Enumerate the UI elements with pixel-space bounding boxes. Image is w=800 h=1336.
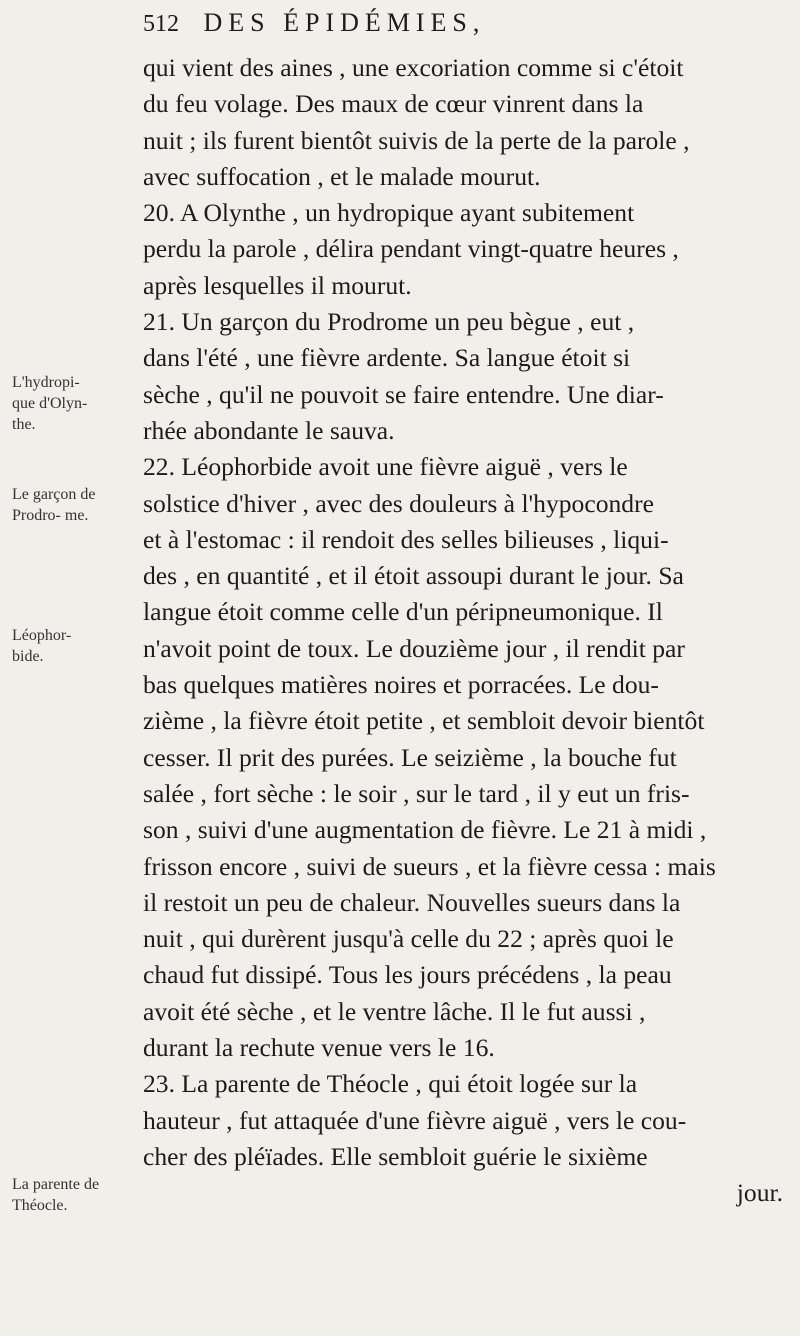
margin-note-leophorbide: Léophor- bide. xyxy=(12,627,72,665)
text-line: frisson encore , suivi de sueurs , et la fièvre cessa : mais xyxy=(143,851,716,881)
text-line: qui vient des aines , une excoriation comme si c'étoit xyxy=(143,53,684,82)
text-line: du feu volage. Des maux de cœur vinrent dans la xyxy=(143,89,644,119)
text-line: nuit ; ils furent bientôt suivis de la perte de la parole , xyxy=(143,125,690,155)
text-line: chaud fut dissipé. Tous les jours précédens , la peau xyxy=(143,960,672,990)
text-line: nuit , qui durèrent jusqu'à celle du 22 ; après quoi le xyxy=(143,924,674,954)
text-line: sèche , qu'il ne pouvoit se faire entendre. Une diar- xyxy=(143,379,664,409)
text-line: 20. A Olynthe , un hydropique ayant subitement xyxy=(143,198,635,228)
margin-note-hydropique: L'hydropi- que d'Olyn- the. xyxy=(12,374,88,433)
text-line: n'avoit point de toux. Le douzième jour , il rendit par xyxy=(143,633,685,663)
text-line: 23. La parente de Théocle , qui étoit logée sur la xyxy=(143,1069,638,1099)
text-line: salée , fort sèche : le soir , sur le tard , il y eut un fris- xyxy=(143,778,690,808)
margin-note-garcon: Le garçon de Prodro- me. xyxy=(12,486,96,524)
text-line: avec suffocation , et le malade mourut. xyxy=(143,161,541,191)
text-line: zième , la fièvre étoit petite , et sembloit devoir bientôt xyxy=(143,706,705,736)
text-line: rhée abondante le sauva. xyxy=(143,415,395,445)
margin-note-parente: La parente de Théocle. xyxy=(12,1176,100,1214)
text-line: langue étoit comme celle d'un péripneumonique. Il xyxy=(143,597,663,627)
page-number: 512 xyxy=(143,11,179,37)
text-line: des , en quantité , et il étoit assoupi durant le jour. Sa xyxy=(143,561,684,591)
text-line: perdu la parole , délira pendant vingt-quatre heures , xyxy=(143,234,679,264)
text-line: dans l'été , une fièvre ardente. Sa langue étoit si xyxy=(143,343,631,373)
text-line: 21. Un garçon du Prodrome un peu bègue , eut , xyxy=(143,307,635,337)
text-line: il restoit un peu de chaleur. Nouvelles sueurs dans la xyxy=(143,887,681,917)
text-line: durant la rechute venue vers le 16. xyxy=(143,1033,495,1063)
text-line: jour. xyxy=(736,1178,783,1208)
text-line: hauteur , fut attaquée d'une fièvre aiguë , vers le cou- xyxy=(143,1105,687,1135)
text-line: après lesquelles il mourut. xyxy=(143,270,412,300)
body-text xyxy=(143,50,783,1212)
text-line: son , suivi d'une augmentation de fièvre. Le 21 à midi , xyxy=(143,815,707,845)
text-line: cher des pléïades. Elle sembloit guérie le sixième xyxy=(143,1141,648,1171)
running-title: DES ÉPIDÉMIES, xyxy=(203,8,486,37)
text-line: avoit été sèche , et le ventre lâche. Il le fut aussi , xyxy=(143,996,646,1026)
text-line: solstice d'hiver , avec des douleurs à l'hypocondre xyxy=(143,488,654,518)
text-line: et à l'estomac : il rendoit des selles bilieuses , liqui- xyxy=(143,524,669,554)
text-line: bas quelques matières noires et porracées. Le dou- xyxy=(143,670,659,700)
text-line: 22. Léophorbide avoit une fièvre aiguë , vers le xyxy=(143,452,628,482)
text-line: cesser. Il prit des purées. Le seizième , la bouche fut xyxy=(143,742,677,772)
running-header xyxy=(143,8,763,48)
